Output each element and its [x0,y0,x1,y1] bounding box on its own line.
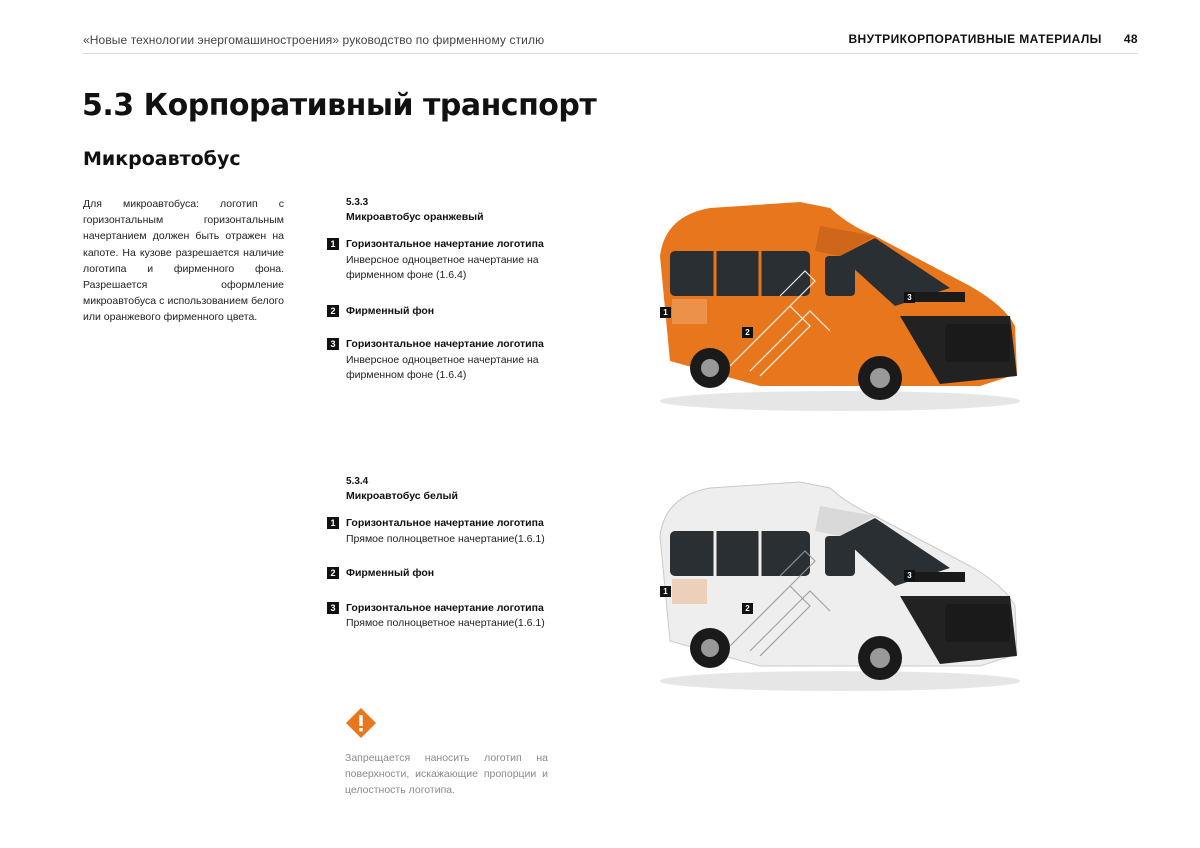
item-title: Горизонтальное начертание логотипа [346,517,544,529]
spec-item [327,237,557,284]
spec-item [327,337,557,384]
item-title: Фирменный фон [346,304,435,317]
callout-1-white: 1 [660,586,671,597]
item-desc: Прямое полноцветное начертание(1.6.1) [346,532,545,545]
item-desc: Инверсное одноцветное начертание на фирменном фоне (1.6.4) [346,253,539,281]
document-title: «Новые технологии энергомашиностроения» руководство по фирменному стилю [83,33,545,47]
item-marker: 1 [327,517,339,529]
item-desc: Инверсное одноцветное начертание на фирменном фоне (1.6.4) [346,353,539,381]
item-title: Горизонтальное начертание логотипа [346,338,544,350]
van-white-illustration [640,476,1030,696]
item-marker: 3 [327,602,339,614]
callout-3-white: 3 [904,570,915,581]
van-orange-illustration [640,196,1030,416]
warning-diamond-icon [345,707,377,739]
spec-block-orange [327,197,557,384]
spec-item [327,304,557,320]
callout-2-white: 2 [742,603,753,614]
block-number: 5.3.4 [346,476,369,487]
page-title: 5.3 Корпоративный транспорт [82,88,597,123]
warning-text: Запрещается наносить логотип на поверхности, искажающие пропорции и целостность логотипа. [345,752,548,796]
item-marker: 3 [327,338,339,350]
item-title: Фирменный фон [346,567,435,579]
warning-note [345,707,548,798]
spec-item [327,601,557,632]
callout-1-orange: 1 [660,307,671,318]
page-number: 48 [1123,32,1138,46]
spec-item [327,566,557,582]
item-marker: 2 [327,567,339,579]
item-marker: 1 [327,238,339,250]
callout-3-orange: 3 [904,292,915,303]
spec-item [327,516,557,547]
item-title: Горизонтальное начертание логотипа [346,601,544,614]
header-divider [83,53,1138,54]
item-desc: Прямое полноцветное начертание(1.6.1) [346,617,545,629]
item-marker: 2 [327,305,339,317]
spec-block-white [327,476,557,632]
callout-2-orange: 2 [742,327,753,338]
header-right [848,32,1138,46]
section-name: ВНУТРИКОРПОРАТИВНЫЕ МАТЕРИАЛЫ [848,32,1102,46]
intro-paragraph: Для микроавтобуса: логотип с горизонтальным горизонтальным начертанием должен быть отражен на капоте. На кузове разрешается наличие логотипа и фирменного фона. Разрешается оформление микроавтобуса с использованием белого или оранжевого фирменного цвета. [83,198,284,324]
page-subtitle: Микроавтобус [83,148,241,170]
item-title: Горизонтальное начертание логотипа [346,238,544,250]
block-title: Микроавтобус белый [346,490,458,502]
block-title: Микроавтобус оранжевый [346,211,484,223]
block-number: 5.3.3 [346,197,369,208]
